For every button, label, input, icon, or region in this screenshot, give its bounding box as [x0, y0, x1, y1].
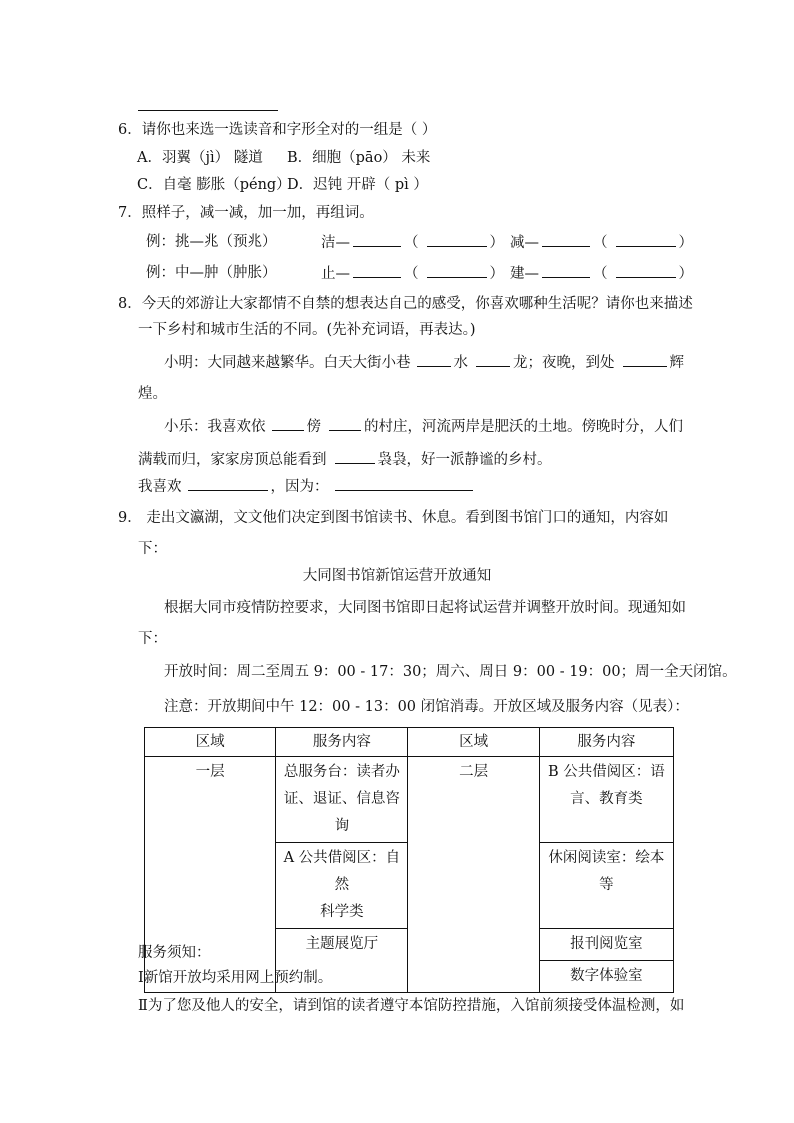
q7-example-1: 例：挑—兆（预兆）: [146, 234, 277, 250]
q8-xiaoming-line-1: [164, 352, 684, 373]
q7-char-2: 减—: [510, 235, 539, 251]
notice-paragraph-line-1: 根据大同市疫情防控要求，大同图书馆即日起将试运营并调整开放时间。现通知如: [164, 600, 686, 616]
q6-stem: 6．请你也来选一选读音和字形全对的一组是（ ）: [118, 122, 437, 138]
q7-char-1: 洁—: [321, 235, 350, 251]
paren-open: （: [404, 235, 419, 251]
table-row: [145, 757, 674, 843]
paren-open: （: [593, 266, 608, 282]
cell-line: 言、教育类: [570, 791, 643, 807]
text: 水: [453, 355, 468, 371]
q7-char-4: 建—: [510, 266, 539, 282]
notice-note: 注意：开放期间中午 12：00 - 13：00 闭馆消毒。开放区域及服务内容（见表）：: [164, 699, 689, 715]
paren-close: ）: [489, 235, 504, 251]
table-header-row: [145, 728, 674, 757]
cell-line: B 公共借阅区：语: [547, 764, 665, 780]
paren-open: （: [404, 266, 419, 282]
blank[interactable]: [542, 232, 590, 247]
service-cell: [276, 757, 408, 843]
q9-stem-line-2: 下：: [138, 541, 167, 557]
q8-my-answer: [138, 476, 476, 497]
blank[interactable]: [616, 263, 676, 278]
service-rule-1: Ⅰ新馆开放均采用网上预约制。: [138, 970, 333, 986]
text: 傍: [306, 419, 321, 435]
area-floor-2: 二层: [408, 757, 539, 993]
q8-stem-line-2: 一下乡村和城市生活的不同。(先补充词语，再表达。): [138, 322, 476, 338]
blank[interactable]: [353, 263, 401, 278]
blank[interactable]: [329, 416, 361, 431]
q8-xiaoming-line-2: 煌。: [138, 386, 167, 402]
cell-line: 证、退证、信息咨询: [283, 791, 400, 834]
text: 满载而归，家家房顶总能看到: [138, 452, 327, 468]
blank[interactable]: [353, 232, 401, 247]
q7-char-3: 止—: [321, 266, 350, 282]
q7-example-2: 例：中—肿（肿胀）: [146, 265, 277, 281]
q9-stem-line-1: 9． 走出文瀛湖，文文他们决定到图书馆读书、休息。看到图书馆门口的通知，内容如: [118, 510, 669, 526]
cell-line: A 公共借阅区：自然: [283, 850, 401, 893]
cell-line: 总服务台：读者办: [283, 764, 400, 780]
paren-open: （: [593, 235, 608, 251]
blank[interactable]: [335, 476, 473, 491]
area-floor-1: 一层: [145, 757, 276, 993]
paren-close: ）: [678, 266, 693, 282]
q8-stem-line-1: 8．今天的郊游让大家都情不自禁的想表达自己的感受，你喜欢哪种生活呢？请你也来描述: [118, 296, 693, 312]
q7-row-2: [321, 263, 693, 284]
service-cell: 主题展览厅: [276, 929, 408, 993]
text: 龙；夜晚，到处: [513, 355, 615, 371]
text: 辉: [669, 355, 684, 371]
service-rule-2: Ⅱ为了您及他人的安全，请到馆的读者遵守本馆防控措施，入馆前须接受体温检测，如: [138, 998, 685, 1014]
text: 的村庄，河流两岸是肥沃的土地。傍晚时分，人们: [364, 419, 683, 435]
text: ，因为：: [270, 479, 329, 495]
service-cell: [539, 757, 673, 843]
service-cell: [276, 843, 408, 929]
paren-close: ）: [489, 266, 504, 282]
service-cell: 报刊阅览室: [539, 929, 673, 961]
blank[interactable]: [623, 352, 667, 367]
service-cell: 休闲阅读室：绘本等: [539, 843, 673, 929]
service-notes-title: 服务须知：: [138, 945, 211, 961]
q7-stem: 7．照样子，减一减，加一加，再组词。: [118, 205, 374, 221]
text: 小乐：我喜欢依: [164, 419, 266, 435]
text: 小明：大同越来越繁华。白天大街小巷: [164, 355, 411, 371]
paren-close: ）: [678, 235, 693, 251]
table-header-cell: 区域: [145, 728, 276, 757]
q6-option-a: A．羽翼（jì） 隧道: [137, 150, 263, 166]
blank[interactable]: [188, 476, 268, 491]
q8-xiaole-line-1: [164, 416, 683, 437]
service-table: [144, 727, 674, 993]
q6-option-d: D．迟钝 开辟（ pì ）: [287, 177, 428, 193]
cell-line: 科学类: [320, 904, 364, 920]
answer-line: [138, 110, 278, 111]
q7-row-1: [321, 232, 693, 253]
blank[interactable]: [272, 416, 304, 431]
table-header-cell: 服务内容: [539, 728, 673, 757]
blank[interactable]: [476, 352, 510, 367]
table-header-cell: 区域: [408, 728, 539, 757]
service-cell: 数字体验室: [539, 961, 673, 993]
text: 袅袅，好一派静谧的乡村。: [377, 452, 552, 468]
q8-xiaole-line-2: [138, 449, 552, 470]
blank[interactable]: [616, 232, 676, 247]
notice-title: 大同图书馆新馆运营开放通知: [302, 568, 492, 584]
notice-opening-hours: 开放时间：周二至周五 9：00 - 17：30；周六、周日 9：00 - 19：00；周一全天闭馆。: [164, 664, 737, 680]
q6-option-c: C．自毫 膨胀（péng）: [137, 177, 291, 193]
blank[interactable]: [427, 263, 487, 278]
blank[interactable]: [427, 232, 487, 247]
text: 我喜欢: [138, 479, 182, 495]
notice-paragraph-line-2: 下：: [138, 631, 167, 647]
q6-option-b: B．细胞（pāo） 未来: [287, 150, 431, 166]
blank[interactable]: [335, 449, 375, 464]
blank[interactable]: [542, 263, 590, 278]
blank[interactable]: [417, 352, 451, 367]
table-header-cell: 服务内容: [276, 728, 408, 757]
